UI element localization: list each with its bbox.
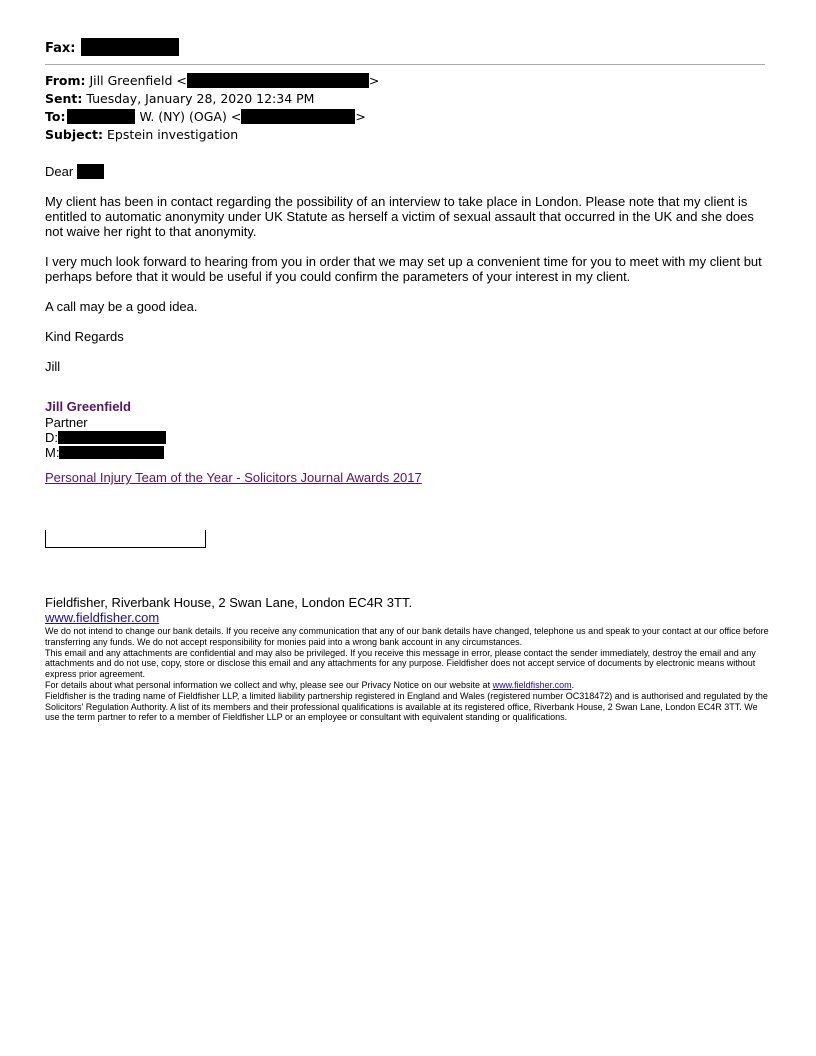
subject-label: Subject: <box>45 127 103 142</box>
mobile-label: M: <box>45 445 60 460</box>
subject-value: Epstein investigation <box>106 127 239 142</box>
body-paragraph-1: My client has been in contact regarding the possibility of an interview to take place in London. Please note that my client is entitled to automatic anonymity under UK Statute as herself a victim of sexual assault that occurred in the UK and she does not waive her right to that anonymity. <box>45 194 754 239</box>
privacy-prefix: For details about what personal information we collect and why, please see our Privacy Notice on our website at <box>45 679 493 690</box>
disclaimer-privacy <box>45 680 773 691</box>
signature-image-placeholder <box>45 530 206 548</box>
fax-redaction <box>81 38 179 56</box>
direct-label: D: <box>45 430 58 445</box>
signature-title: Partner <box>45 415 88 430</box>
to-close: > <box>355 109 366 124</box>
from-value: Jill Greenfield < <box>89 73 187 88</box>
fax-line <box>45 38 179 56</box>
footer-disclaimer <box>45 626 773 723</box>
body-paragraph-3: A call may be a good idea. <box>45 299 198 314</box>
to-line <box>45 108 366 126</box>
to-name-redaction <box>67 109 135 124</box>
body-paragraph-2: I very much look forward to hearing from you in order that we may set up a convenient time for you to meet with my client but perhaps before that it would be useful if you could confirm the parameters of your interest in my client. <box>45 254 762 284</box>
sent-label: Sent: <box>45 91 83 106</box>
recipient-name-redaction <box>77 164 104 179</box>
to-label: To: <box>45 109 66 124</box>
signature-direct-line <box>45 430 166 445</box>
salutation-text: Dear <box>45 164 74 179</box>
privacy-suffix: . <box>571 679 575 690</box>
from-label: From: <box>45 73 86 88</box>
from-close: > <box>368 73 380 88</box>
direct-phone-redaction <box>58 431 166 444</box>
to-email-redaction <box>241 109 355 124</box>
signature-mobile-line <box>45 445 164 460</box>
disclaimer-confidential: This email and any attachments are confidential and may also be privileged. If you receive this message in error, please contact the sender immediately, destroy the email and any attachments and do not use, copy, store or disclose this email and any attachments for any purpose. Fieldfisher does not accept service of documents by electronic means without express prior agreement. <box>45 647 756 680</box>
footer-website-link[interactable]: www.fieldfisher.com <box>45 610 160 625</box>
mobile-phone-redaction <box>59 446 164 459</box>
signature-name: Jill Greenfield <box>45 399 131 414</box>
privacy-website-link[interactable]: www.fieldfisher.com <box>492 679 572 690</box>
sign-off: Jill <box>45 359 61 374</box>
subject-line <box>45 126 238 144</box>
award-link[interactable]: Personal Injury Team of the Year - Solicitors Journal Awards 2017 <box>45 470 422 485</box>
to-value: W. (NY) (OGA) < <box>139 109 242 124</box>
sent-value: Tuesday, January 28, 2020 12:34 PM <box>86 91 315 106</box>
sent-line <box>45 90 314 108</box>
footer-address: Fieldfisher, Riverbank House, 2 Swan Lane, London EC4R 3TT. <box>45 595 413 610</box>
disclaimer-legal: Fieldfisher is the trading name of Fieldfisher LLP, a limited liability partnership registered in England and Wales (registered number OC318472) and is authorised and regulated by the Solicitors' Regulation Authority. A list of its members and their professional qualifications is available at its registered office, Riverbank House, 2 Swan Lane, London EC4R 3TT. We use the term partner to refer to a member of Fieldfisher LLP or an employee or consultant with equivalent standing or qualifications. <box>45 690 768 723</box>
from-email-redaction <box>187 73 369 88</box>
from-line <box>45 72 379 90</box>
disclaimer-bank: We do not intend to change our bank details. If you receive any communication that any of our bank details have changed, telephone us and speak to your contact at our office before transferring any funds. We do not accept responsibility for monies paid into a wrong bank account in any circumstances. <box>45 626 769 647</box>
fax-label: Fax: <box>45 41 76 56</box>
salutation <box>45 164 775 179</box>
closing: Kind Regards <box>45 329 124 344</box>
header-divider <box>45 64 765 65</box>
